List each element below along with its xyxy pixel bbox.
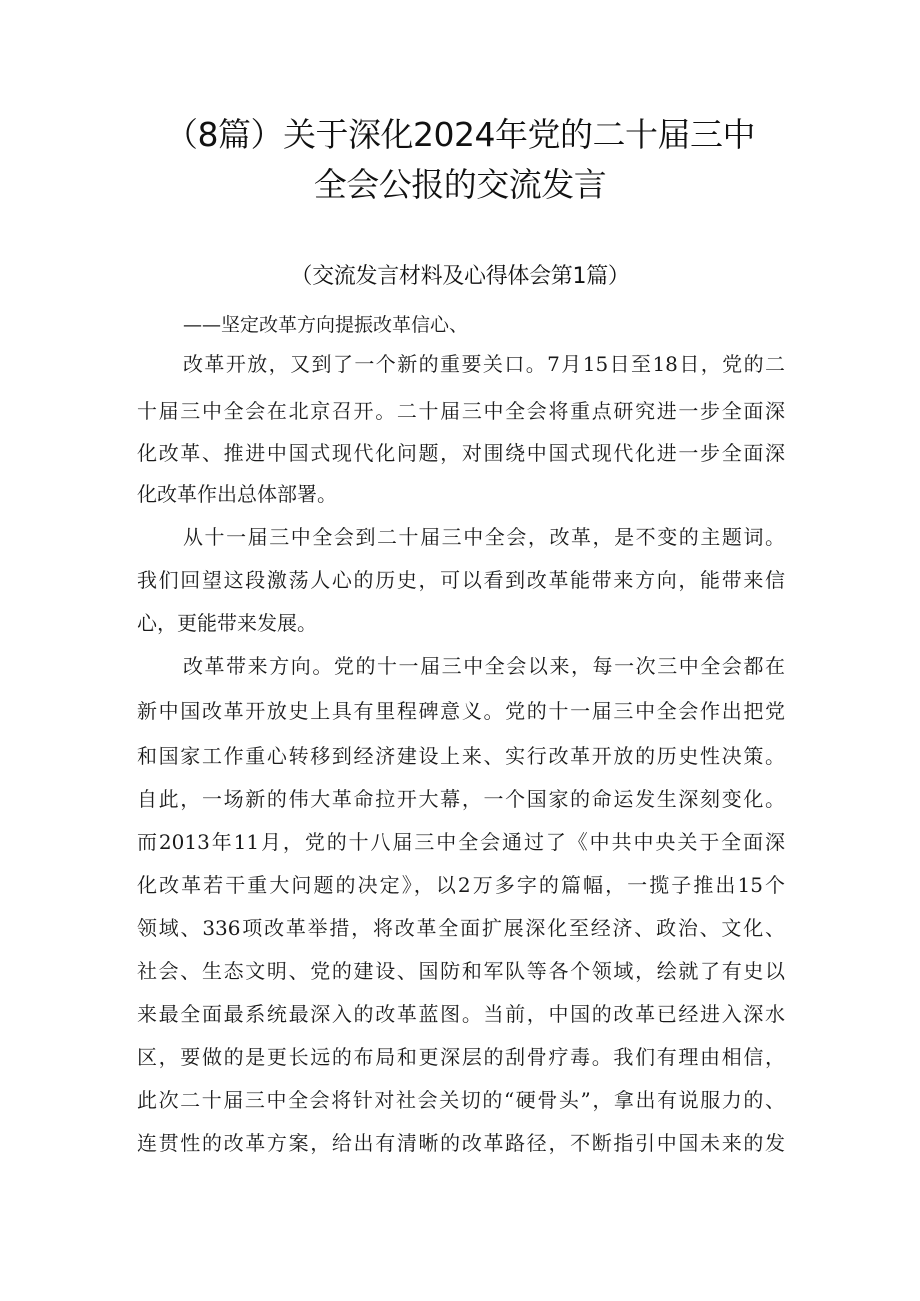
paragraph-3-line-5: 而2013年11月，党的十八届三中全会通过了《中共中央关于全面深 [137, 830, 785, 854]
paragraph-1-line-4: 化改革作出总体部署。 [137, 482, 337, 506]
paragraph-2-line-2: 我们回望这段激荡人心的历史，可以看到改革能带来方向，能带来信 [137, 568, 785, 592]
paragraph-1-line-3: 化改革、推进中国式现代化问题，对围绕中国式现代化进一步全面深 [137, 441, 785, 465]
document-title-line-1: （8篇）关于深化2024年党的二十届三中 [165, 115, 755, 154]
paragraph-3-line-7: 领域、336项改革举措，将改革全面扩展深化至经济、政治、文化、 [137, 916, 785, 940]
paragraph-3-line-11: 此次二十届三中全会将针对社会关切的“硬骨头”，拿出有说服力的、 [137, 1088, 785, 1112]
paragraph-3-line-3: 和国家工作重心转移到经济建设上来、实行改革开放的历史性决策。 [137, 744, 785, 768]
paragraph-1-line-1: 改革开放，又到了一个新的重要关口。7月15日至18日，党的二 [183, 352, 785, 376]
paragraph-3-line-4: 自此，一场新的伟大革命拉开大幕，一个国家的命运发生深刻变化。 [137, 787, 785, 811]
paragraph-3-line-6: 化改革若干重大问题的决定》，以2万多字的篇幅，一揽子推出15个 [137, 873, 785, 897]
paragraph-3-line-10: 区，要做的是更长远的布局和更深层的刮骨疗毒。我们有理由相信， [137, 1045, 785, 1069]
paragraph-3-line-1: 改革带来方向。党的十一届三中全会以来，每一次三中全会都在 [183, 654, 785, 678]
section-byline: ——坚定改革方向提振改革信心、 [183, 314, 469, 336]
section-subheading: （交流发言材料及心得体会第1篇） [290, 264, 630, 289]
paragraph-3-line-9: 来最全面最系统最深入的改革蓝图。当前，中国的改革已经进入深水 [137, 1002, 785, 1026]
paragraph-2-line-1: 从十一届三中全会到二十届三中全会，改革，是不变的主题词。 [183, 525, 785, 549]
paragraph-2-line-3: 心，更能带来发展。 [137, 611, 317, 635]
paragraph-1-line-2: 十届三中全会在北京召开。二十届三中全会将重点研究进一步全面深 [137, 399, 785, 423]
paragraph-3-line-2: 新中国改革开放史上具有里程碑意义。党的十一届三中全会作出把党 [137, 699, 785, 723]
document-title-line-2: 全会公报的交流发言 [313, 165, 607, 204]
paragraph-3-line-12: 连贯性的改革方案，给出有清晰的改革路径，不断指引中国未来的发 [137, 1131, 785, 1155]
paragraph-3-line-8: 社会、生态文明、党的建设、国防和军队等各个领域，绘就了有史以 [137, 959, 785, 983]
